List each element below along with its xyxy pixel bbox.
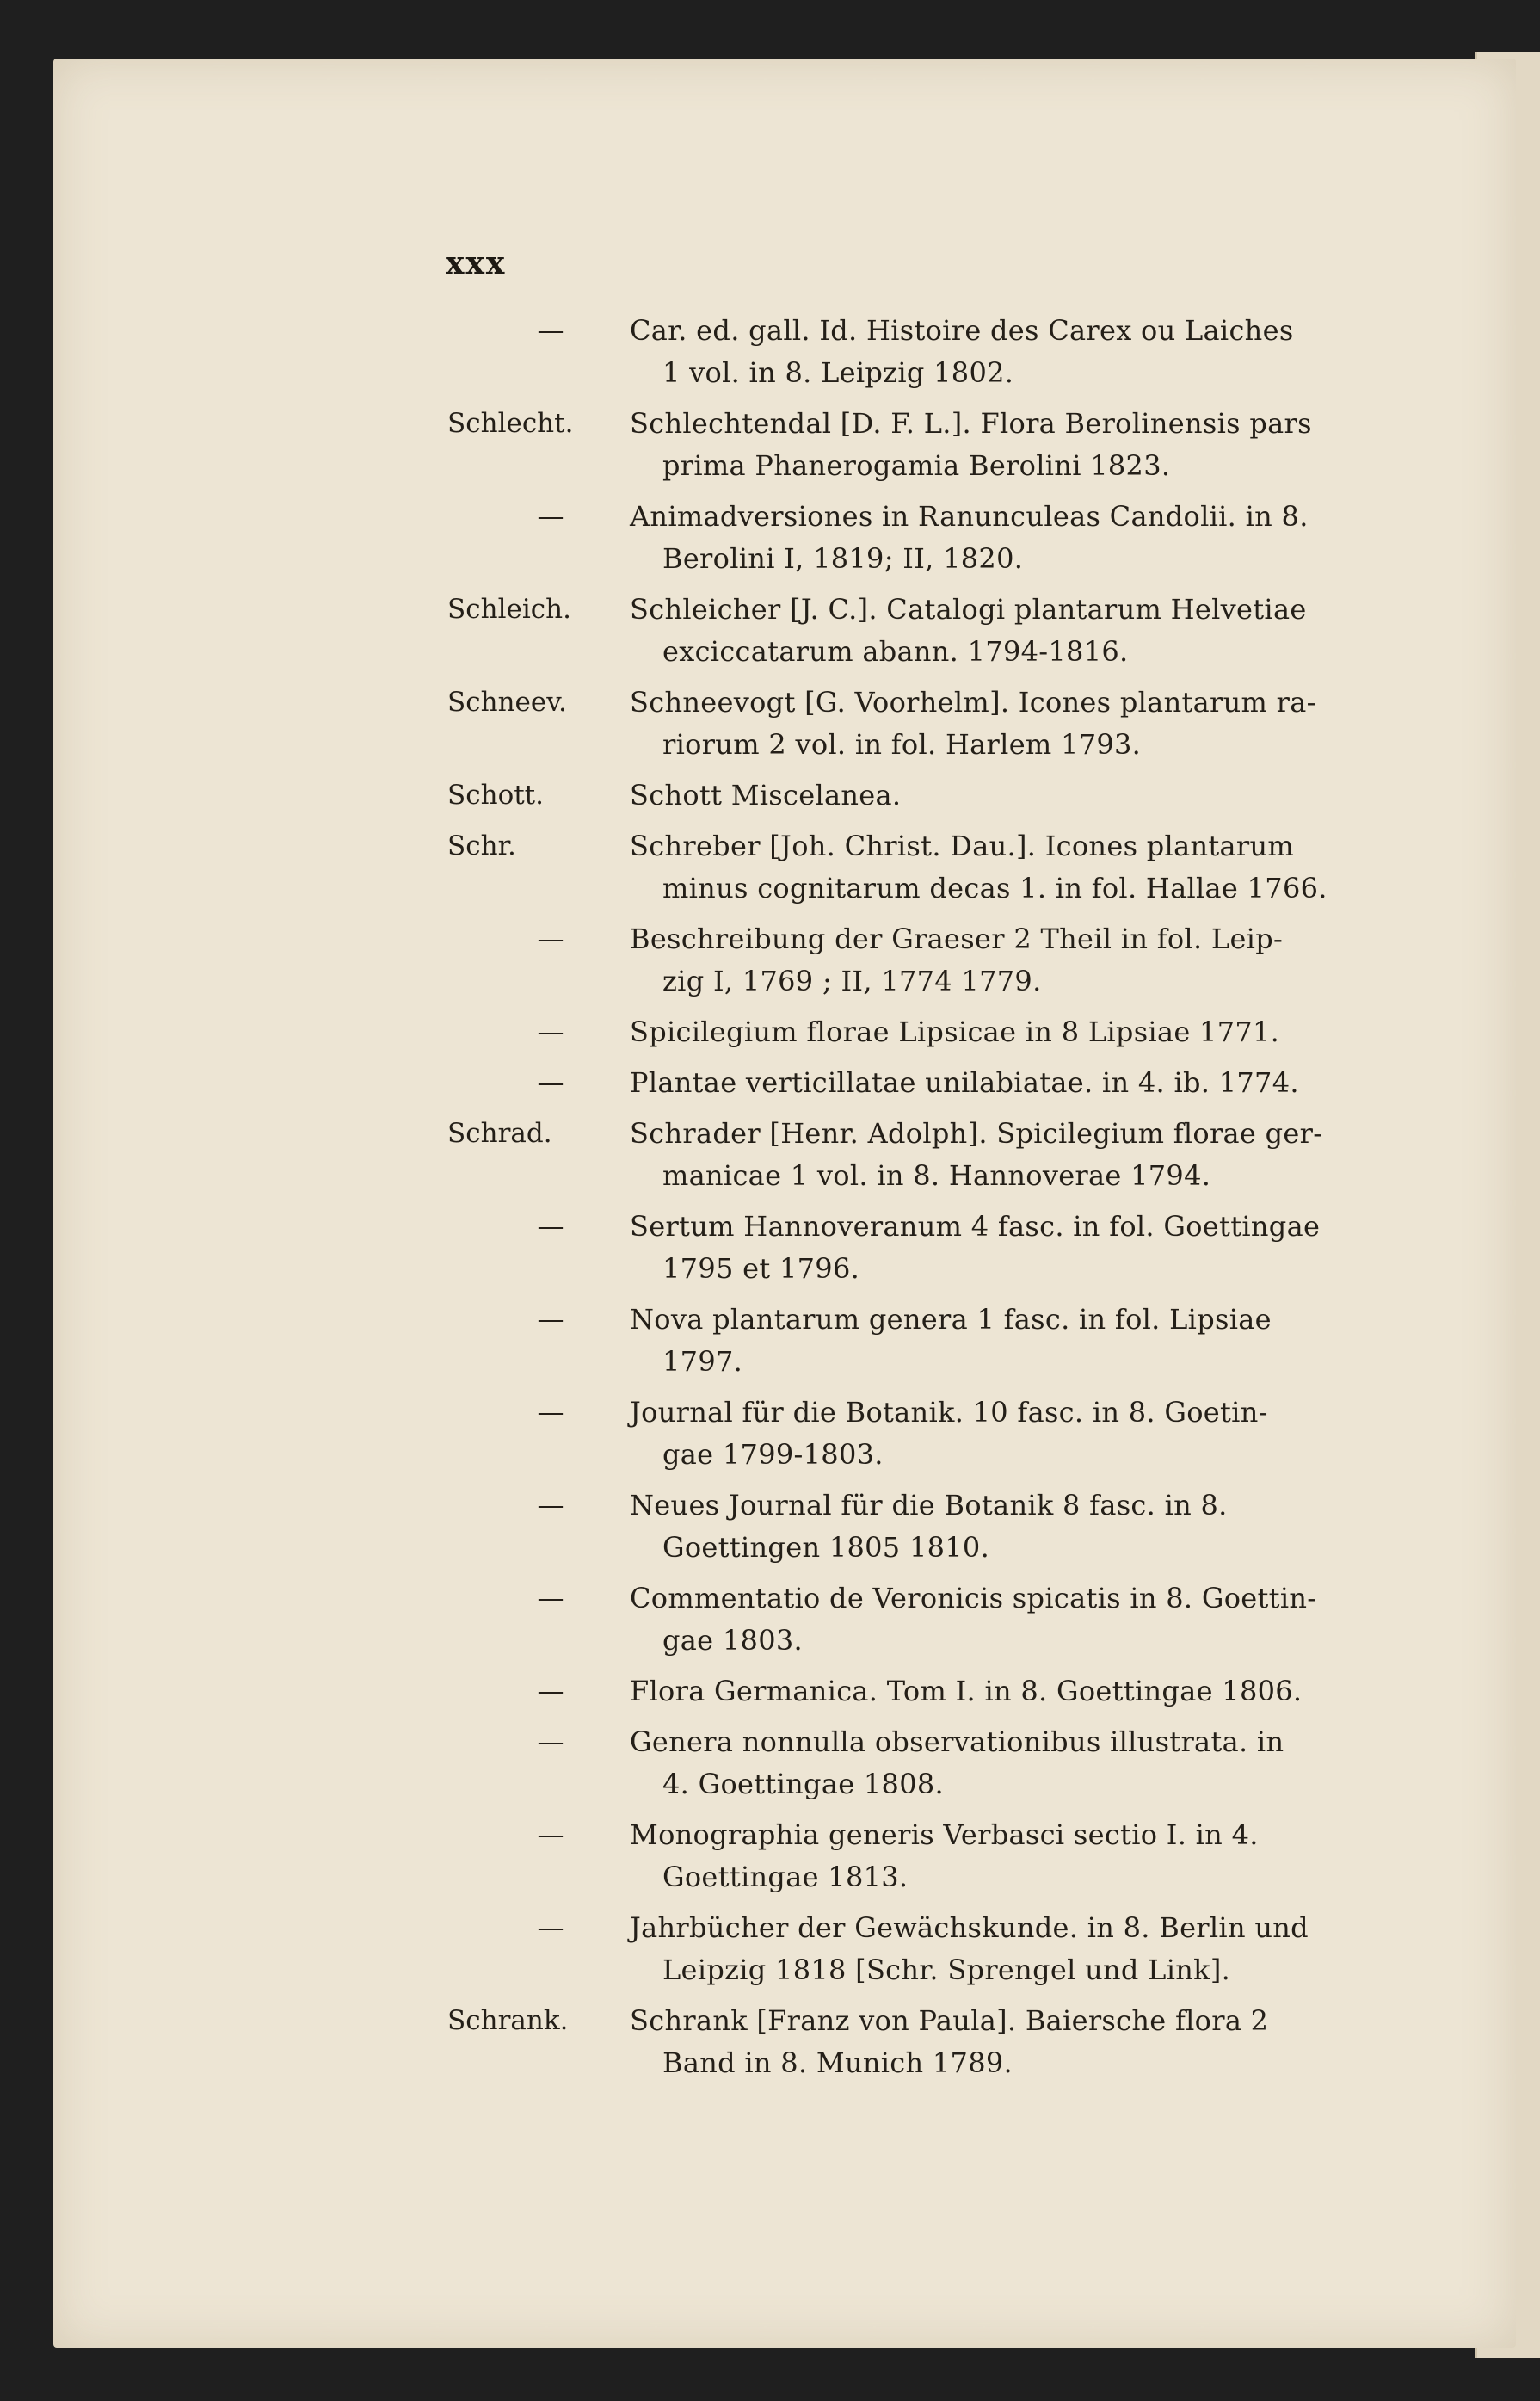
entry-line: Jahrbücher der Gewächskunde. in 8. Berlin und bbox=[630, 1911, 1309, 1944]
entry-line: Nova plantarum genera 1 fasc. in fol. Lipsiae bbox=[630, 1303, 1272, 1336]
bibliography-entry bbox=[447, 1299, 1342, 1383]
entry-continuation-line: gae 1799-1803. bbox=[662, 1438, 884, 1471]
bibliography-entry bbox=[447, 682, 1342, 766]
entry-continuation-line: 4. Goettingae 1808. bbox=[662, 1768, 945, 1800]
entry-text bbox=[630, 1392, 1342, 1476]
entry-text bbox=[630, 496, 1342, 580]
entry-line: Schreber [Joh. Christ. Dau.]. Icones plantarum bbox=[630, 830, 1295, 862]
entry-line: Schrank [Franz von Paula]. Baiersche flora 2 bbox=[630, 2004, 1269, 2037]
entry-continuation-line: Goettingen 1805 1810. bbox=[662, 1531, 990, 1564]
author-abbreviation: Schlecht. bbox=[447, 408, 574, 439]
ditto-dash: — bbox=[537, 1490, 564, 1521]
entry-text bbox=[630, 825, 1342, 910]
ditto-dash: — bbox=[537, 1016, 564, 1047]
entry-line: Genera nonnulla observationibus illustrata. in bbox=[630, 1725, 1284, 1758]
ditto-dash: — bbox=[537, 1397, 564, 1428]
entry-line: Schott Miscelanea. bbox=[630, 779, 902, 812]
bibliography-entry bbox=[447, 1670, 1342, 1713]
entry-line: Schleicher [J. C.]. Catalogi plantarum Helvetiae bbox=[630, 593, 1307, 626]
entry-line: Sertum Hannoveranum 4 fasc. in fol. Goettingae bbox=[630, 1210, 1321, 1243]
ditto-dash: — bbox=[537, 1067, 564, 1098]
entry-continuation-line: 1 vol. in 8. Leipzig 1802. bbox=[662, 356, 1014, 389]
ditto-dash: — bbox=[537, 315, 564, 346]
bibliography-entry bbox=[447, 1113, 1342, 1197]
bibliography-entry bbox=[447, 1392, 1342, 1476]
author-abbreviation: Schneev. bbox=[447, 687, 567, 718]
entry-line: Schlechtendal [D. F. L.]. Flora Berolinensis pars bbox=[630, 407, 1312, 440]
entry-text bbox=[630, 1814, 1342, 1898]
entry-text bbox=[630, 1907, 1342, 1991]
entry-continuation-line: Goettingae 1813. bbox=[662, 1861, 909, 1893]
entry-line: Spicilegium florae Lipsicae in 8 Lipsiae 1771. bbox=[630, 1015, 1280, 1048]
entry-text bbox=[630, 1113, 1342, 1197]
entry-text bbox=[630, 1206, 1342, 1290]
entry-continuation-line: gae 1803. bbox=[662, 1624, 803, 1657]
entry-continuation-line: zig I, 1769 ; II, 1774 1779. bbox=[662, 965, 1042, 997]
entry-continuation-line: riorum 2 vol. in fol. Harlem 1793. bbox=[662, 728, 1142, 761]
entry-text bbox=[630, 310, 1342, 394]
author-abbreviation: Schrad. bbox=[447, 1118, 552, 1149]
ditto-dash: — bbox=[537, 1726, 564, 1757]
page-number: xxx bbox=[446, 245, 507, 281]
entry-text bbox=[630, 1577, 1342, 1662]
bibliography-entry bbox=[447, 496, 1342, 580]
entry-line: Journal für die Botanik. 10 fasc. in 8. Goetin- bbox=[630, 1396, 1268, 1429]
entry-line: Commentatio de Veronicis spicatis in 8. Goettin- bbox=[630, 1582, 1317, 1614]
entry-line: Beschreibung der Graeser 2 Theil in fol. Leip- bbox=[630, 923, 1284, 955]
ditto-dash: — bbox=[537, 1676, 564, 1707]
ditto-dash: — bbox=[537, 923, 564, 954]
entry-text bbox=[630, 1062, 1342, 1104]
author-abbreviation: Schleich. bbox=[447, 594, 571, 625]
ditto-dash: — bbox=[537, 1819, 564, 1850]
entry-continuation-line: manicae 1 vol. in 8. Hannoverae 1794. bbox=[662, 1159, 1211, 1192]
entry-text bbox=[630, 403, 1342, 487]
entry-line: Animadversiones in Ranunculeas Candolii. in 8. bbox=[630, 500, 1309, 533]
entry-line: Flora Germanica. Tom I. in 8. Goettingae 1806. bbox=[630, 1675, 1303, 1707]
bibliography-entry bbox=[447, 2000, 1342, 2084]
author-abbreviation: Schr. bbox=[447, 830, 516, 861]
entry-line: Neues Journal für die Botanik 8 fasc. in 8. bbox=[630, 1489, 1228, 1521]
entry-line: Schneevogt [G. Voorhelm]. Icones plantarum ra- bbox=[630, 686, 1316, 719]
entry-text bbox=[630, 2000, 1342, 2084]
entry-text bbox=[630, 1299, 1342, 1383]
entry-text bbox=[630, 1670, 1342, 1713]
bibliography-entry bbox=[447, 825, 1342, 910]
entry-line: Schrader [Henr. Adolph]. Spicilegium florae ger- bbox=[630, 1117, 1323, 1150]
bibliography-entry bbox=[447, 1907, 1342, 1991]
bibliography-entry bbox=[447, 918, 1342, 1003]
ditto-dash: — bbox=[537, 1583, 564, 1614]
entry-continuation-line: Band in 8. Munich 1789. bbox=[662, 2046, 1013, 2079]
entry-continuation-line: 1797. bbox=[662, 1345, 743, 1378]
entry-continuation-line: minus cognitarum decas 1. in fol. Hallae 1766. bbox=[662, 872, 1327, 904]
bibliography-list bbox=[447, 310, 1342, 2093]
author-abbreviation: Schott. bbox=[447, 780, 544, 811]
ditto-dash: — bbox=[537, 1211, 564, 1242]
entry-text bbox=[630, 775, 1342, 817]
ditto-dash: — bbox=[537, 501, 564, 532]
entry-continuation-line: prima Phanerogamia Berolini 1823. bbox=[662, 449, 1171, 482]
entry-line: Car. ed. gall. Id. Histoire des Carex ou Laiches bbox=[630, 314, 1294, 347]
entry-text bbox=[630, 918, 1342, 1003]
bibliography-entry bbox=[447, 1814, 1342, 1898]
bibliography-entry bbox=[447, 310, 1342, 394]
entry-line: Plantae verticillatae unilabiatae. in 4. ib. 1774. bbox=[630, 1066, 1299, 1099]
bibliography-entry bbox=[447, 1206, 1342, 1290]
bibliography-entry bbox=[447, 1577, 1342, 1662]
entry-text bbox=[630, 1721, 1342, 1805]
ditto-dash: — bbox=[537, 1912, 564, 1943]
bibliography-entry bbox=[447, 403, 1342, 487]
entry-line: Monographia generis Verbasci sectio I. in 4. bbox=[630, 1818, 1259, 1851]
ditto-dash: — bbox=[537, 1304, 564, 1335]
entry-text bbox=[630, 682, 1342, 766]
entry-text bbox=[630, 589, 1342, 673]
bibliography-entry bbox=[447, 1484, 1342, 1569]
entry-continuation-line: exciccatarum abann. 1794-1816. bbox=[662, 635, 1129, 668]
bibliography-entry bbox=[447, 1011, 1342, 1053]
bibliography-entry bbox=[447, 1062, 1342, 1104]
bibliography-entry bbox=[447, 589, 1342, 673]
bibliography-entry bbox=[447, 775, 1342, 817]
entry-text bbox=[630, 1011, 1342, 1053]
entry-continuation-line: 1795 et 1796. bbox=[662, 1252, 860, 1285]
entry-text bbox=[630, 1484, 1342, 1569]
author-abbreviation: Schrank. bbox=[447, 2005, 569, 2036]
bibliography-entry bbox=[447, 1721, 1342, 1805]
entry-continuation-line: Berolini I, 1819; II, 1820. bbox=[662, 542, 1024, 575]
entry-continuation-line: Leipzig 1818 [Schr. Sprengel und Link]. bbox=[662, 1954, 1231, 1986]
